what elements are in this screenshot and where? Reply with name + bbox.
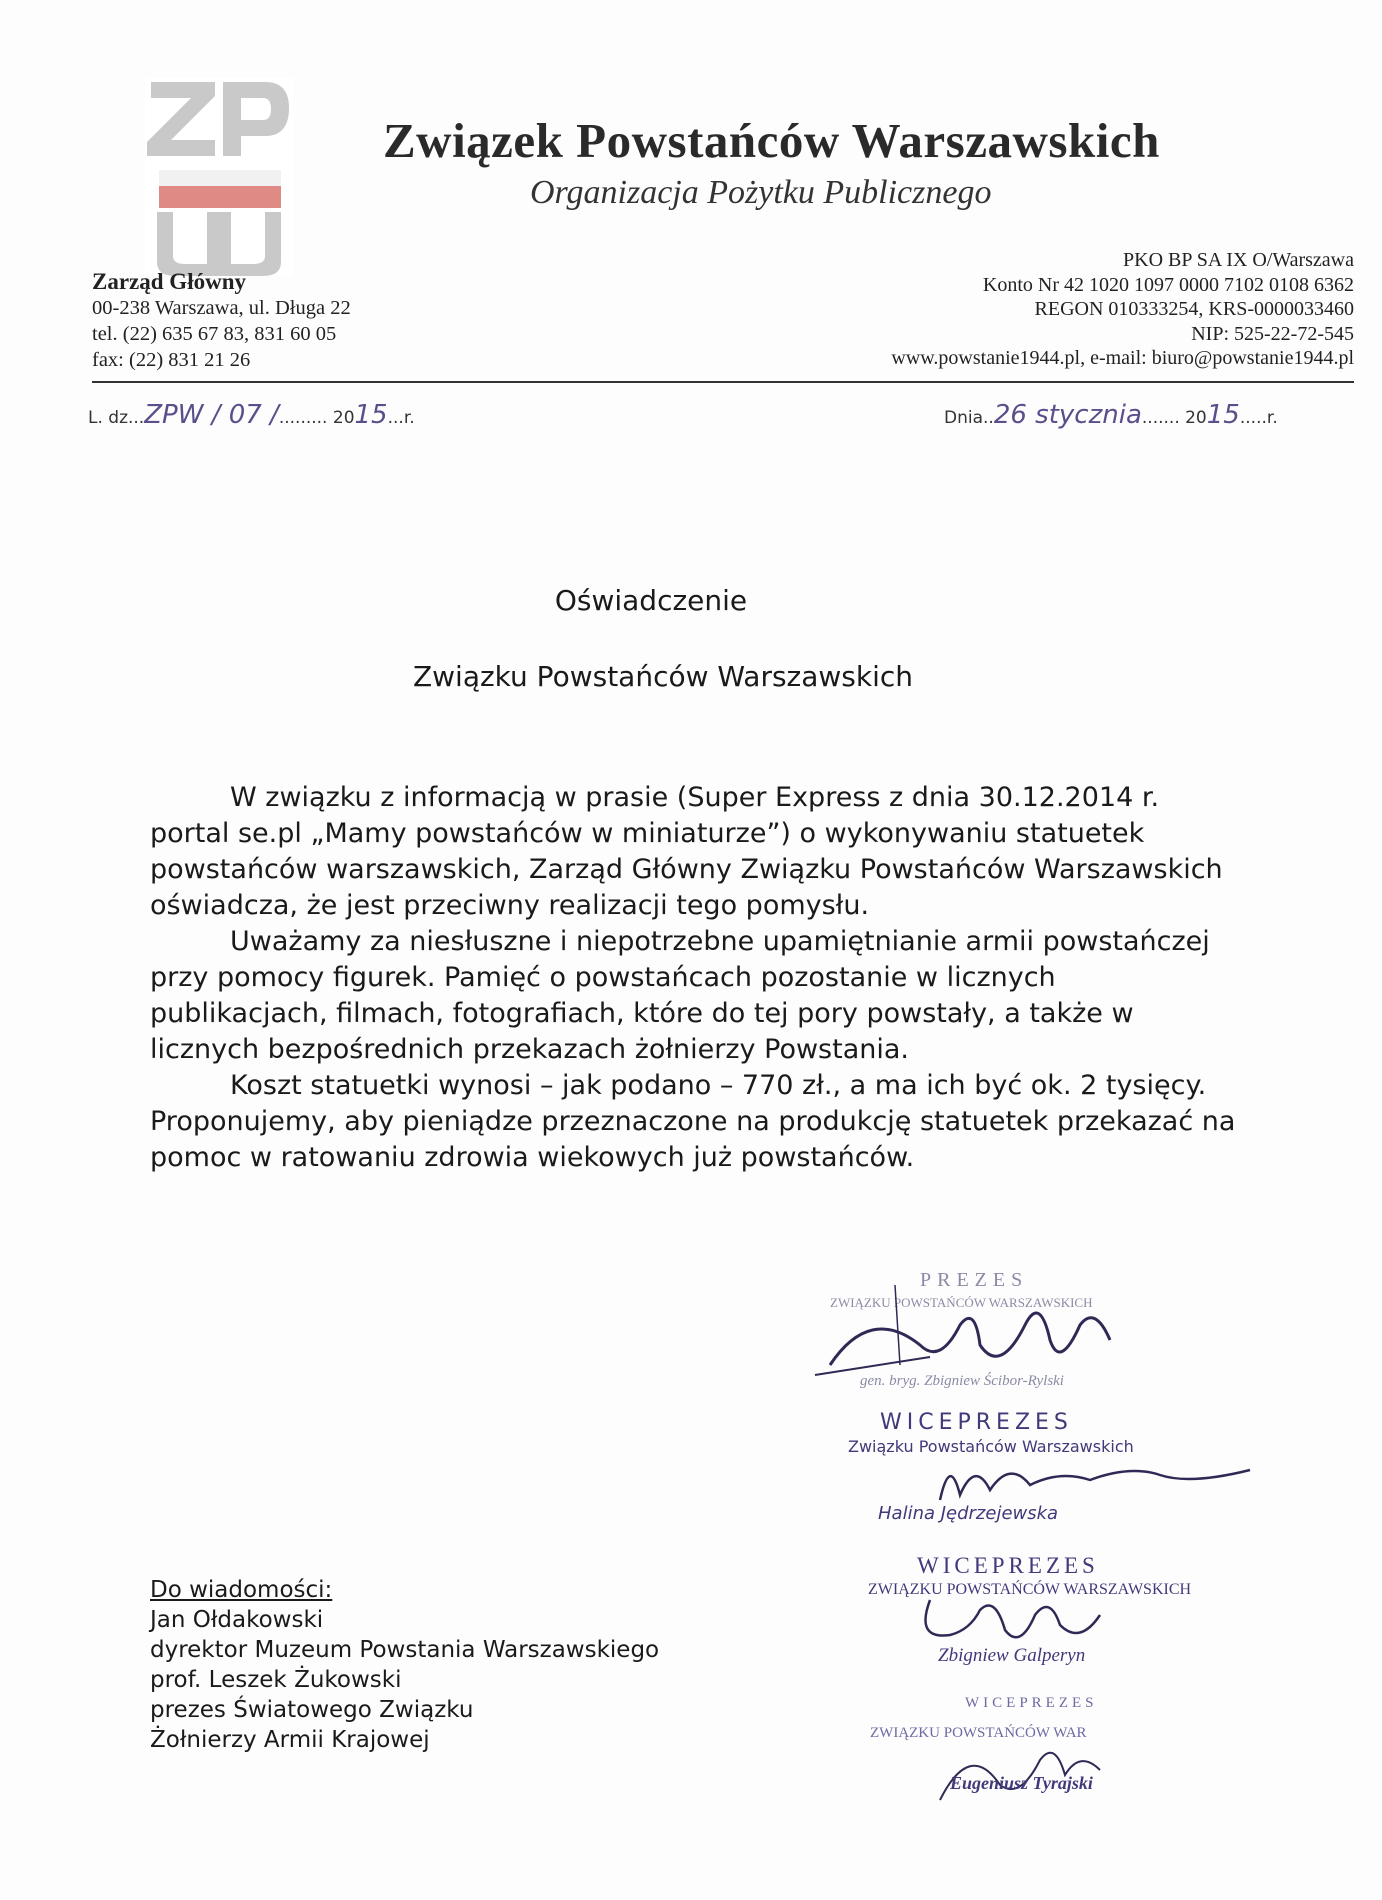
stamp-3-title: WICEPREZES (917, 1553, 1099, 1578)
signatures-area (800, 1235, 1270, 1805)
zpw-logo (145, 78, 293, 276)
organization-subtitle: Organizacja Pożytku Publicznego (530, 174, 992, 211)
ldz-label: L. dz. (88, 408, 134, 428)
cc-line: Żołnierzy Armii Krajowej (150, 1727, 430, 1753)
board-name: Zarząd Główny (92, 269, 246, 294)
stamp-2-org: Związku Powstańców Warszawskich (848, 1437, 1134, 1456)
stamp-4-name: Eugeniusz Tyrajski (950, 1773, 1093, 1793)
date-label: Dnia (944, 408, 984, 428)
year-prefix: 20 (332, 408, 355, 428)
statement-body (150, 780, 1240, 1176)
paragraph-1: W związku z informacją w prasie (Super Express z dnia 30.12.2014 r. portal se.pl „Mamy powstańców w miniaturze”) o wykonywaniu statuetek powstańców warszawskich, Zarząd Główny Związku Powstańców Warszawskich oświadcza, że jest przeciwny realizacji tego pomysłu. (150, 782, 1223, 921)
stamp-1-org: ZWIĄZKU POWSTAŃCÓW WARSZAWSKICH (830, 1295, 1093, 1310)
paragraph-3: Koszt statuetki wynosi – jak podano – 770 zł., a ma ich być ok. 2 tysięcy. Proponujemy, aby pieniądze przeznaczone na produkcję statuetek przekazać na pomoc w ratowaniu zdrowia wiekowych już powstańców. (150, 1070, 1236, 1173)
date-year-handwritten: 15 (1206, 400, 1240, 430)
stamp-3-name: Zbigniew Galperyn (938, 1645, 1086, 1666)
phone-number: tel. (22) 635 67 83, 831 60 05 (92, 323, 337, 345)
cc-line: prof. Leszek Żukowski (150, 1667, 402, 1693)
website-email: www.powstanie1944.pl, e-mail: biuro@powstanie1944.pl (891, 347, 1354, 369)
cc-line: dyrektor Muzeum Powstania Warszawskiego (150, 1637, 660, 1663)
regon-krs: REGON 010333254, KRS-0000033460 (1034, 298, 1354, 320)
document-subtitle: Związku Powstańców Warszawskich (412, 660, 914, 693)
organization-name: Związek Powstańców Warszawskich (383, 113, 1160, 168)
cc-heading: Do wiadomości: (150, 1577, 333, 1603)
header-divider (92, 381, 1354, 383)
nip: NIP: 525-22-72-545 (1191, 322, 1354, 345)
ldz-handwritten: ZPW / 07 / (144, 400, 279, 430)
fax-number: fax: (22) 831 21 26 (92, 349, 251, 371)
document-title: Oświadczenie (554, 584, 748, 617)
cc-line: Jan Ołdakowski (150, 1607, 324, 1633)
cc-line: prezes Światowego Związku (150, 1697, 474, 1723)
stamp-1-name: gen. bryg. Zbigniew Ścibor-Rylski (860, 1373, 1064, 1389)
date-suffix: r. (1266, 408, 1278, 428)
year-handwritten: 15 (354, 400, 388, 430)
date-line: Dnia..26 stycznia....... 2015.....r. (944, 400, 1278, 430)
reference-number: L. dz...ZPW / 07 /......... 2015...r. (88, 400, 415, 430)
year-suffix: r. (403, 408, 415, 428)
bank-block (891, 248, 1354, 371)
account-number: Konto Nr 42 1020 1097 0000 7102 0108 6362 (982, 273, 1354, 296)
street-address: 00-238 Warszawa, ul. Długa 22 (92, 297, 351, 319)
signature-2 (930, 1450, 1260, 1510)
stamp-2-name: Halina Jędrzejewska (878, 1503, 1059, 1524)
stamp-4-org: ZWIĄZKU POWSTAŃCÓW WAR (870, 1725, 1087, 1741)
bank-name: PKO BP SA IX O/Warszawa (1123, 249, 1354, 271)
stamp-1-title: PREZES (920, 1269, 1029, 1291)
stamp-2-title: WICEPREZES (880, 1410, 1073, 1435)
address-block (92, 268, 351, 373)
paragraph-2: Uważamy za niesłuszne i niepotrzebne upamiętnianie armii powstańczej przy pomocy figurek. Pamięć o powstańcach pozostanie w licznych publikacjach, filmach, fotografiach, które do tej pory powstały, a także w licznych bezpośrednich przekazach żołnierzy Powstania. (150, 926, 1210, 1065)
cc-block (150, 1575, 659, 1755)
date-handwritten: 26 stycznia (993, 400, 1142, 430)
stamp-3-org: ZWIĄZKU POWSTAŃCÓW WARSZAWSKICH (868, 1581, 1192, 1598)
stamp-4-title: WICEPREZES (965, 1695, 1098, 1711)
